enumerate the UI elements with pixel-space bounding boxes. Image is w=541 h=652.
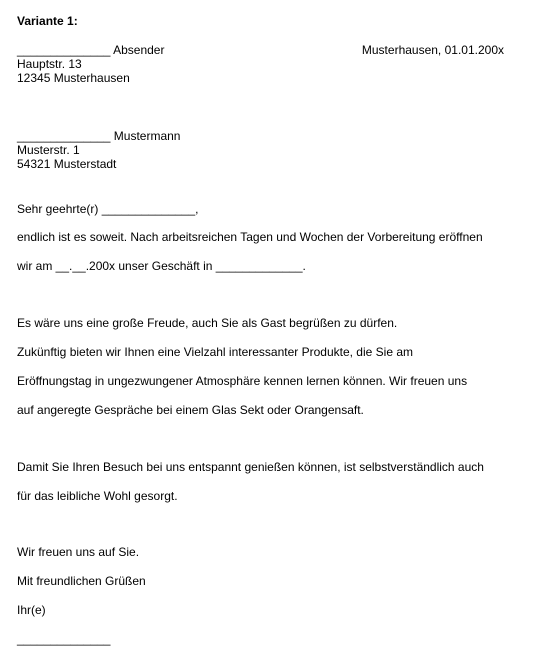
recipient-street: Musterstr. 1 xyxy=(17,143,80,157)
body-paragraph-2-line-4: auf angeregte Gespräche bei einem Glas Sekt oder Orangensaft. xyxy=(17,403,364,417)
sender-name-line: ______________ Absender xyxy=(17,43,165,57)
closing-line-1: Wir freuen uns auf Sie. xyxy=(17,545,140,559)
salutation: Sehr geehrte(r) ______________, xyxy=(17,202,199,216)
body-paragraph-1-line-1: endlich ist es soweit. Nach arbeitsreichen Tagen und Wochen der Vorbereitung eröffnen xyxy=(17,230,483,244)
body-paragraph-1-line-2: wir am __.__.200x unser Geschäft in _____________. xyxy=(17,259,306,273)
variant-heading: Variante 1: xyxy=(17,14,78,28)
body-paragraph-3-line-1: Damit Sie Ihren Besuch bei uns entspannt genießen können, ist selbstverständlich auch xyxy=(17,460,484,474)
place-date: Musterhausen, 01.01.200x xyxy=(361,43,504,57)
closing-line-3: Ihr(e) xyxy=(17,603,46,617)
body-paragraph-2-line-3: Eröffnungstag in ungezwungener Atmosphäre kennen lernen können. Wir freuen uns xyxy=(17,374,468,388)
recipient-city: 54321 Musterstadt xyxy=(17,157,117,171)
signature-line: ______________ xyxy=(17,632,111,646)
body-paragraph-3-line-2: für das leibliche Wohl gesorgt. xyxy=(17,489,178,503)
closing-line-2: Mit freundlichen Grüßen xyxy=(17,574,146,588)
recipient-name-line: ______________ Mustermann xyxy=(17,129,181,143)
sender-city: 12345 Musterhausen xyxy=(17,71,130,85)
sender-street: Hauptstr. 13 xyxy=(17,57,82,71)
body-paragraph-2-line-1: Es wäre uns eine große Freude, auch Sie als Gast begrüßen zu dürfen. xyxy=(17,316,398,330)
body-paragraph-2-line-2: Zukünftig bieten wir Ihnen eine Vielzahl interessanter Produkte, die Sie am xyxy=(17,345,414,359)
